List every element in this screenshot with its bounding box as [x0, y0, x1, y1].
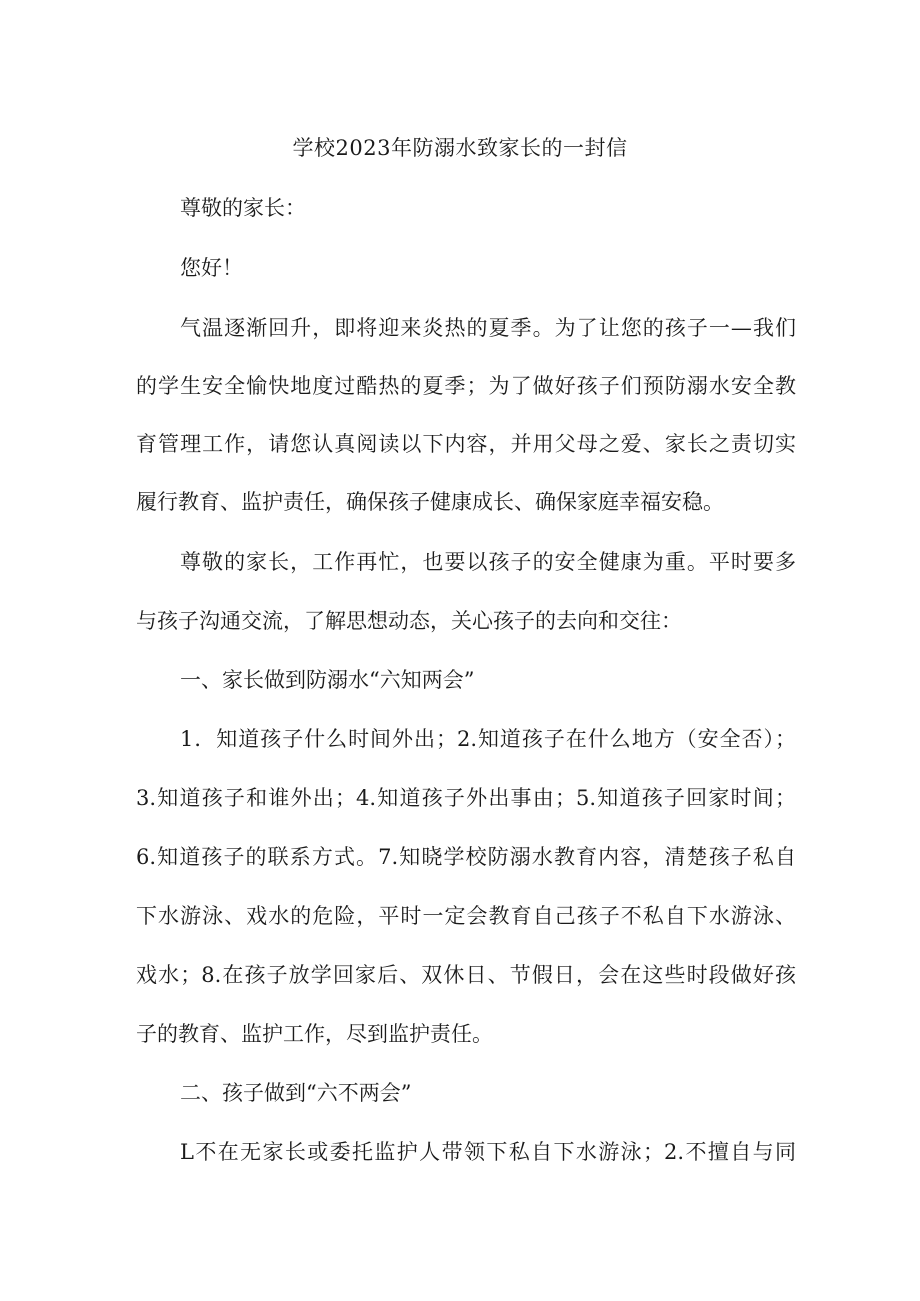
paragraph-line: 育管理工作，请您认真阅读以下内容，并用父母之爱、家长之责切实: [136, 432, 796, 456]
list-line: 3.知道孩子和谁外出；4.知道孩子外出事由；5.知道孩子回家时间；: [136, 786, 796, 810]
paragraph-line: 气温逐渐回升，即将迎来炎热的夏季。为了让您的孩子一—我们: [180, 316, 796, 340]
paragraph-line: 履行教育、监护责任，确保孩子健康成长、确保家庭幸福安稳。: [136, 490, 724, 514]
paragraph-line: 尊敬的家长，工作再忙，也要以孩子的安全健康为重。平时要多: [180, 550, 796, 574]
list-line: 1．知道孩子什么时间外出；2.知道孩子在什么地方（安全否）；: [180, 727, 796, 751]
section-heading: 一、家长做到防溺水“六知两会”: [180, 668, 475, 692]
paragraph-line: 与孩子沟通交流，了解思想动态，关心孩子的去向和交往：: [136, 609, 682, 633]
document-title: 学校2023年防溺水致家长的一封信: [292, 136, 628, 160]
list-line: 下水游泳、戏水的危险，平时一定会教育自己孩子不私自下水游泳、: [136, 904, 796, 928]
list-line: 戏水；8.在孩子放学回家后、双休日、节假日，会在这些时段做好孩: [136, 963, 796, 987]
list-line: L不在无家长或委托监护人带领下私自下水游泳；2.不擅自与同: [180, 1140, 796, 1164]
list-line: 子的教育、监护工作，尽到监护责任。: [136, 1022, 493, 1046]
list-line: 6.知道孩子的联系方式。7.知晓学校防溺水教育内容，清楚孩子私自: [136, 845, 796, 869]
salutation: 尊敬的家长：: [180, 196, 306, 220]
greeting: 您好！: [180, 256, 243, 280]
paragraph-line: 的学生安全愉快地度过酷热的夏季；为了做好孩子们预防溺水安全教: [136, 374, 796, 398]
section-heading: 二、孩子做到“六不两会”: [180, 1081, 412, 1105]
